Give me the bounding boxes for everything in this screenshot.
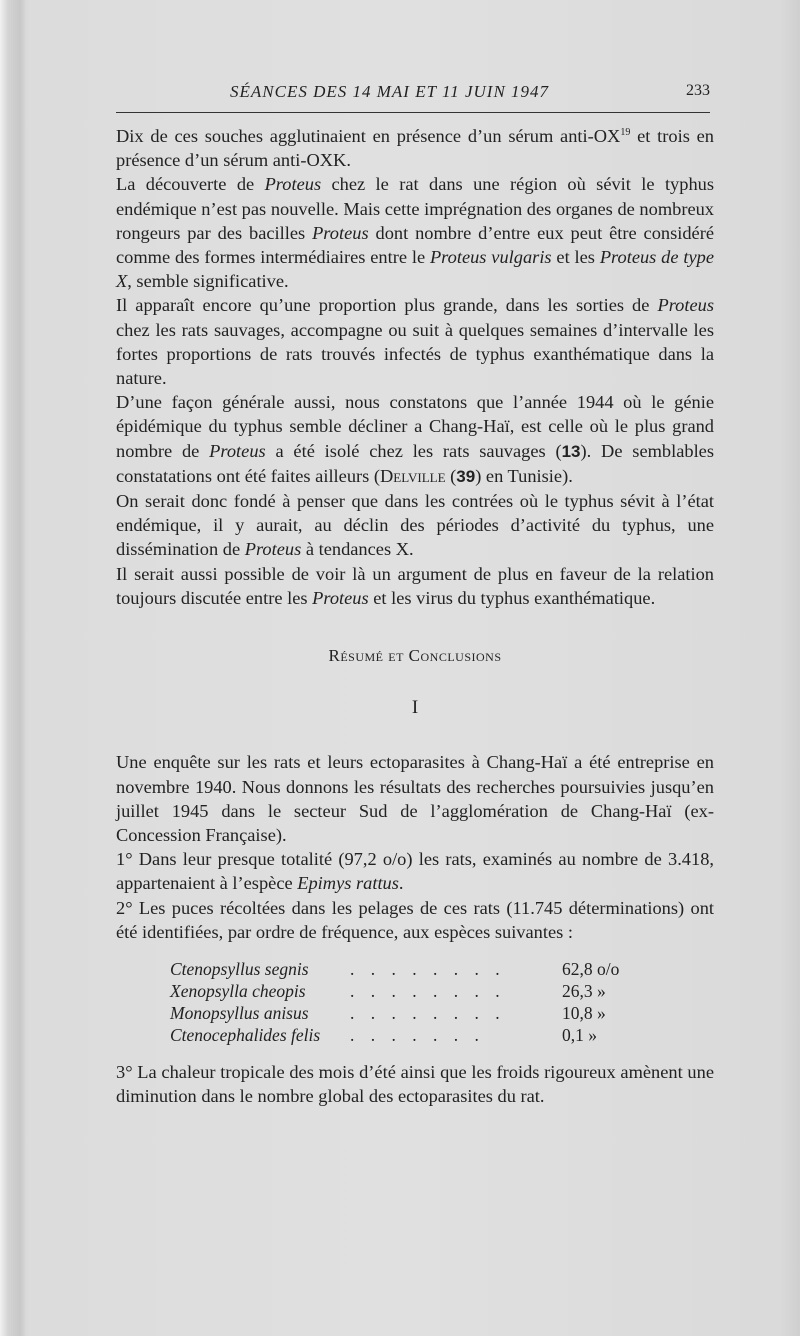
page-header	[110, 80, 710, 110]
page-spine-shadow	[0, 0, 26, 1336]
leader-dots: . . . . . . . .	[350, 959, 506, 980]
header-rule	[116, 112, 710, 113]
species-name: Monopsyllus anisus	[170, 1003, 309, 1024]
species-percentage: 26,3 »	[562, 981, 606, 1002]
paragraph-5: On serait donc fondé à penser que dans les contrées où le typhus sévit à l’état endémique, il y aurait, au déclin des périodes d’activité du typhus, une dissémination de Proteus à tendances X.	[116, 491, 714, 560]
species-table	[170, 958, 714, 1046]
species-name: Ctenopsyllus segnis	[170, 959, 309, 980]
species-row	[170, 1002, 714, 1024]
conclusion-intro: Une enquête sur les rats et leurs ectoparasites à Chang-Haï a été entreprise en novembre 1940. Nous donnons les résultats des recherches poursuivies jusqu’en juillet 1945 dans le secteur Sud de l’agglomération de Chang-Haï (ex-Concession Française).	[116, 752, 714, 846]
paragraph-2: La découverte de Proteus chez le rat dans une région où sévit le typhus endémique n’est pas nouvelle. Mais cette imprégnation des organes de nombreux rongeurs par des bacilles Proteus dont nombre d’entre eux peut être considéré comme des formes intermédiaires entre le Proteus vulgaris et les Proteus de type X, semble significative.	[116, 174, 715, 292]
body-text	[116, 124, 714, 1109]
paragraph-3: Il apparaît encore qu’une proportion plus grande, dans les sorties de Proteus chez les rats sauvages, accompagne ou suit à quelques semaines d’intervalle les fortes proportions de rats trouvés infectés de typhus exanthématique dans la nature.	[116, 295, 714, 389]
section-number: I	[411, 697, 419, 719]
conclusion-2: 2° Les puces récoltées dans les pelages de ces rats (11.745 déterminations) ont été identifiées, par ordre de fréquence, aux espèces suivantes :	[116, 897, 714, 942]
species-percentage: 62,8 o/o	[562, 959, 620, 980]
species-row	[170, 1024, 714, 1046]
species-percentage: 0,1 »	[562, 1025, 597, 1046]
species-row	[170, 958, 714, 980]
species-name: Xenopsylla cheopis	[170, 981, 306, 1002]
leader-dots: . . . . . . .	[350, 1025, 485, 1046]
section-heading: Résumé et Conclusions	[328, 646, 502, 666]
running-title: SÉANCES DES 14 MAI ET 11 JUIN 1947	[230, 82, 550, 101]
paragraph-6: Il serait aussi possible de voir là un argument de plus en faveur de la relation toujours discutée entre les Proteus et les virus du typhus exanthématique.	[116, 563, 714, 608]
leader-dots: . . . . . . . .	[350, 1003, 506, 1024]
leader-dots: . . . . . . . .	[350, 981, 506, 1002]
reference-13: 13	[561, 441, 581, 461]
species-row	[170, 980, 714, 1002]
paragraph-4: D’une façon générale aussi, nous constatons que l’année 1944 où le génie épidémique du typhus semble décliner a Chang-Haï, est celle où le plus grand nombre de Proteus a été isolé chez les rats sauvages (13). De semblables constatations ont été faites ailleurs (Delville (39) en Tunisie).	[116, 392, 714, 486]
page-number: 233	[686, 82, 710, 99]
species-percentage: 10,8 »	[562, 1003, 606, 1024]
conclusion-1: 1° Dans leur presque totalité (97,2 o/o) les rats, examinés au nombre de 3.418, appartenaient à l’espèce Epimys rattus.	[116, 849, 714, 894]
reference-39: 39	[456, 466, 476, 486]
conclusion-3: 3° La chaleur tropicale des mois d’été ainsi que les froids rigoureux amènent une diminution dans le nombre global des ectoparasites du rat.	[116, 1062, 714, 1107]
paragraph-1: Dix de ces souches agglutinaient en présence d’un sérum anti-OX$^{19}$ et trois en présence d’un sérum anti-OXK.	[116, 126, 715, 171]
author-name: Delville	[380, 465, 446, 486]
species-name: Ctenocephalides felis	[170, 1025, 321, 1046]
